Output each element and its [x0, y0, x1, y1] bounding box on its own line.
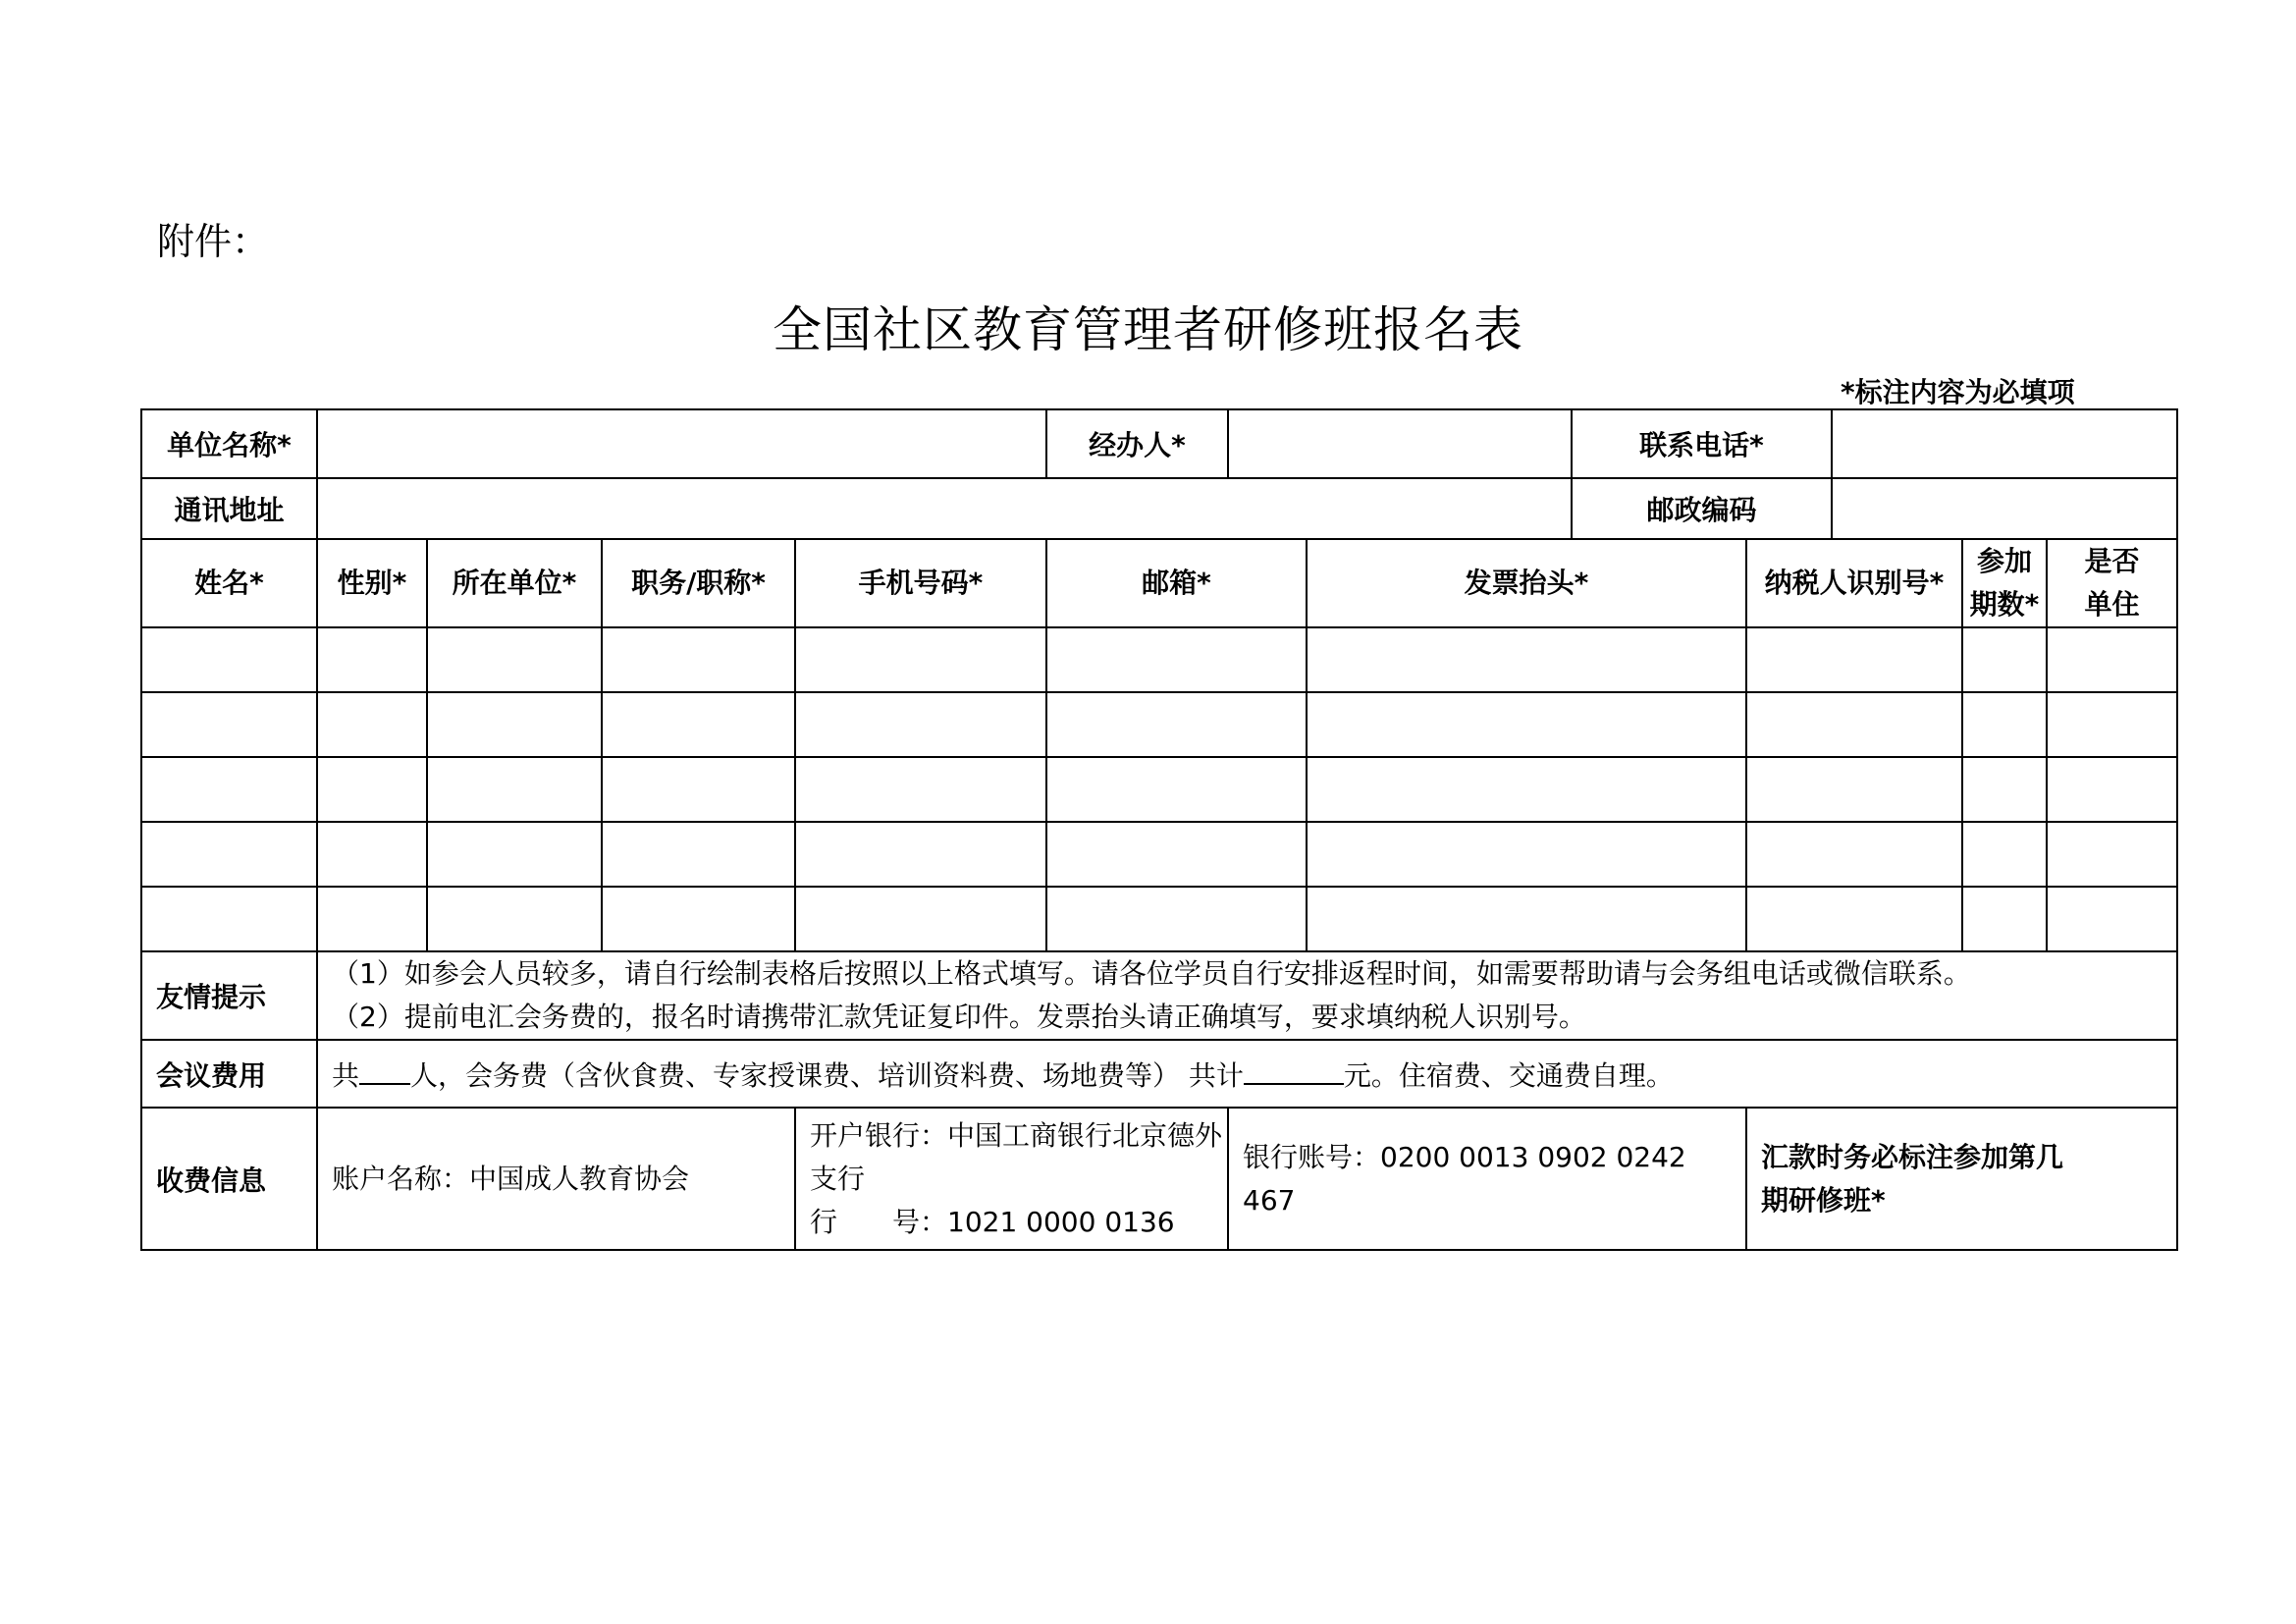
attachment-label: 附件： — [157, 220, 270, 263]
tips-line-2: （2）提前电汇会务费的，报名时请携带汇款凭证复印件。发票抬头请正确填写，要求填纳税人识别号。 — [332, 1001, 1586, 1033]
fee-text-3: 元。住宿费、交通费自理。 — [1343, 1058, 1674, 1092]
col-header-periods-line2: 期数* — [1969, 588, 2040, 621]
col-header-stay-line2: 单住 — [2084, 588, 2140, 621]
entry-cell[interactable] — [795, 627, 1046, 692]
entry-cell[interactable] — [795, 757, 1046, 822]
entry-cell[interactable] — [602, 887, 795, 951]
page-title: 全国社区教育管理者研修班报名表 — [773, 301, 1523, 358]
bank-name: 开户银行：中国工商银行北京德外支行 — [810, 1118, 1223, 1195]
remittance-note-line2: 期研修班* — [1761, 1183, 1886, 1217]
entry-cell[interactable] — [1746, 692, 1962, 757]
col-header-unit: 所在单位* — [427, 539, 602, 627]
entry-cell[interactable] — [2047, 757, 2177, 822]
entry-cell[interactable] — [141, 887, 317, 951]
entry-cell[interactable] — [1046, 822, 1307, 887]
phone-field[interactable] — [1832, 409, 2177, 478]
remittance-note — [1746, 1108, 2177, 1250]
entry-cell[interactable] — [317, 627, 427, 692]
entry-cell[interactable] — [1046, 627, 1307, 692]
entry-cell[interactable] — [602, 627, 795, 692]
entry-cell[interactable] — [602, 757, 795, 822]
entry-cell[interactable] — [427, 822, 602, 887]
table-row — [141, 757, 2177, 822]
col-header-stay-line1: 是否 — [2084, 545, 2140, 577]
entry-cell[interactable] — [1746, 757, 1962, 822]
entry-cell[interactable] — [1746, 822, 1962, 887]
col-header-name: 姓名* — [141, 539, 317, 627]
address-field[interactable] — [317, 478, 1572, 539]
entry-cell[interactable] — [141, 757, 317, 822]
handler-label: 经办人* — [1046, 409, 1228, 478]
handler-field[interactable] — [1228, 409, 1572, 478]
entry-cell[interactable] — [317, 887, 427, 951]
fee-label: 会议费用 — [141, 1040, 317, 1108]
entry-cell[interactable] — [1962, 627, 2047, 692]
required-note: *标注内容为必填项 — [1841, 376, 2075, 408]
entry-cell[interactable] — [141, 692, 317, 757]
fee-text-2: 人，会务费（含伙食费、专家授课费、培训资料费、场地费等） 共计 — [410, 1058, 1244, 1092]
entry-cell[interactable] — [795, 822, 1046, 887]
entry-cell[interactable] — [1307, 757, 1746, 822]
entry-cell[interactable] — [1307, 627, 1746, 692]
entry-cell[interactable] — [2047, 822, 2177, 887]
bank-code: 行 号：1021 0000 0136 — [810, 1205, 1175, 1238]
entry-cell[interactable] — [427, 627, 602, 692]
fee-content — [317, 1040, 2177, 1108]
col-header-title: 职务/职称* — [602, 539, 795, 627]
registration-form-table — [140, 408, 2178, 1251]
entry-cell[interactable] — [2047, 887, 2177, 951]
entry-cell[interactable] — [1962, 692, 2047, 757]
table-row — [141, 627, 2177, 692]
table-row — [141, 692, 2177, 757]
col-header-periods — [1962, 539, 2047, 627]
account-name: 账户名称：中国成人教育协会 — [317, 1108, 795, 1250]
entry-cell[interactable] — [427, 757, 602, 822]
unit-name-field[interactable] — [317, 409, 1046, 478]
col-header-periods-line1: 参加 — [1976, 545, 2032, 577]
col-header-mobile: 手机号码* — [795, 539, 1046, 627]
entry-cell[interactable] — [795, 887, 1046, 951]
payment-label: 收费信息 — [141, 1108, 317, 1250]
entry-cell[interactable] — [1046, 757, 1307, 822]
col-header-gender: 性别* — [317, 539, 427, 627]
entry-cell[interactable] — [1046, 692, 1307, 757]
entry-cell[interactable] — [795, 692, 1046, 757]
entry-cell[interactable] — [317, 757, 427, 822]
col-header-email: 邮箱* — [1046, 539, 1307, 627]
entry-cell[interactable] — [1307, 692, 1746, 757]
table-row — [141, 887, 2177, 951]
unit-name-label: 单位名称* — [141, 409, 317, 478]
postcode-field[interactable] — [1832, 478, 2177, 539]
entry-cell[interactable] — [1962, 757, 2047, 822]
entry-cell[interactable] — [1046, 887, 1307, 951]
entry-cell[interactable] — [1307, 822, 1746, 887]
fee-count-blank[interactable] — [359, 1056, 410, 1085]
col-header-stay — [2047, 539, 2177, 627]
entry-cell[interactable] — [602, 822, 795, 887]
entry-cell[interactable] — [1746, 627, 1962, 692]
col-header-taxid: 纳税人识别号* — [1746, 539, 1962, 627]
remittance-note-line1: 汇款时务必标注参加第几 — [1761, 1140, 2064, 1173]
bank-info — [795, 1108, 1228, 1250]
entry-cell[interactable] — [141, 627, 317, 692]
entry-cell[interactable] — [141, 822, 317, 887]
tips-content — [317, 951, 2177, 1040]
fee-text-1: 共 — [332, 1058, 360, 1092]
entry-cell[interactable] — [1746, 887, 1962, 951]
entry-cell[interactable] — [2047, 627, 2177, 692]
postcode-label: 邮政编码 — [1572, 478, 1832, 539]
address-label: 通讯地址 — [141, 478, 317, 539]
entry-cell[interactable] — [317, 692, 427, 757]
entry-cell[interactable] — [1962, 822, 2047, 887]
tips-label: 友情提示 — [141, 951, 317, 1040]
entry-cell[interactable] — [602, 692, 795, 757]
table-row — [141, 822, 2177, 887]
col-header-invoice: 发票抬头* — [1307, 539, 1746, 627]
phone-label: 联系电话* — [1572, 409, 1832, 478]
fee-total-blank[interactable] — [1244, 1056, 1344, 1085]
entry-cell[interactable] — [427, 692, 602, 757]
tips-line-1: （1）如参会人员较多，请自行绘制表格后按照以上格式填写。请各位学员自行安排返程时间，如需要帮助请与会务组电话或微信联系。 — [332, 957, 1971, 990]
entry-cell[interactable] — [427, 887, 602, 951]
entry-cell[interactable] — [317, 822, 427, 887]
account-number: 银行账号：0200 0013 0902 0242 467 — [1228, 1108, 1746, 1250]
entry-cell[interactable] — [1962, 887, 2047, 951]
entry-cell[interactable] — [1307, 887, 1746, 951]
entry-cell[interactable] — [2047, 692, 2177, 757]
